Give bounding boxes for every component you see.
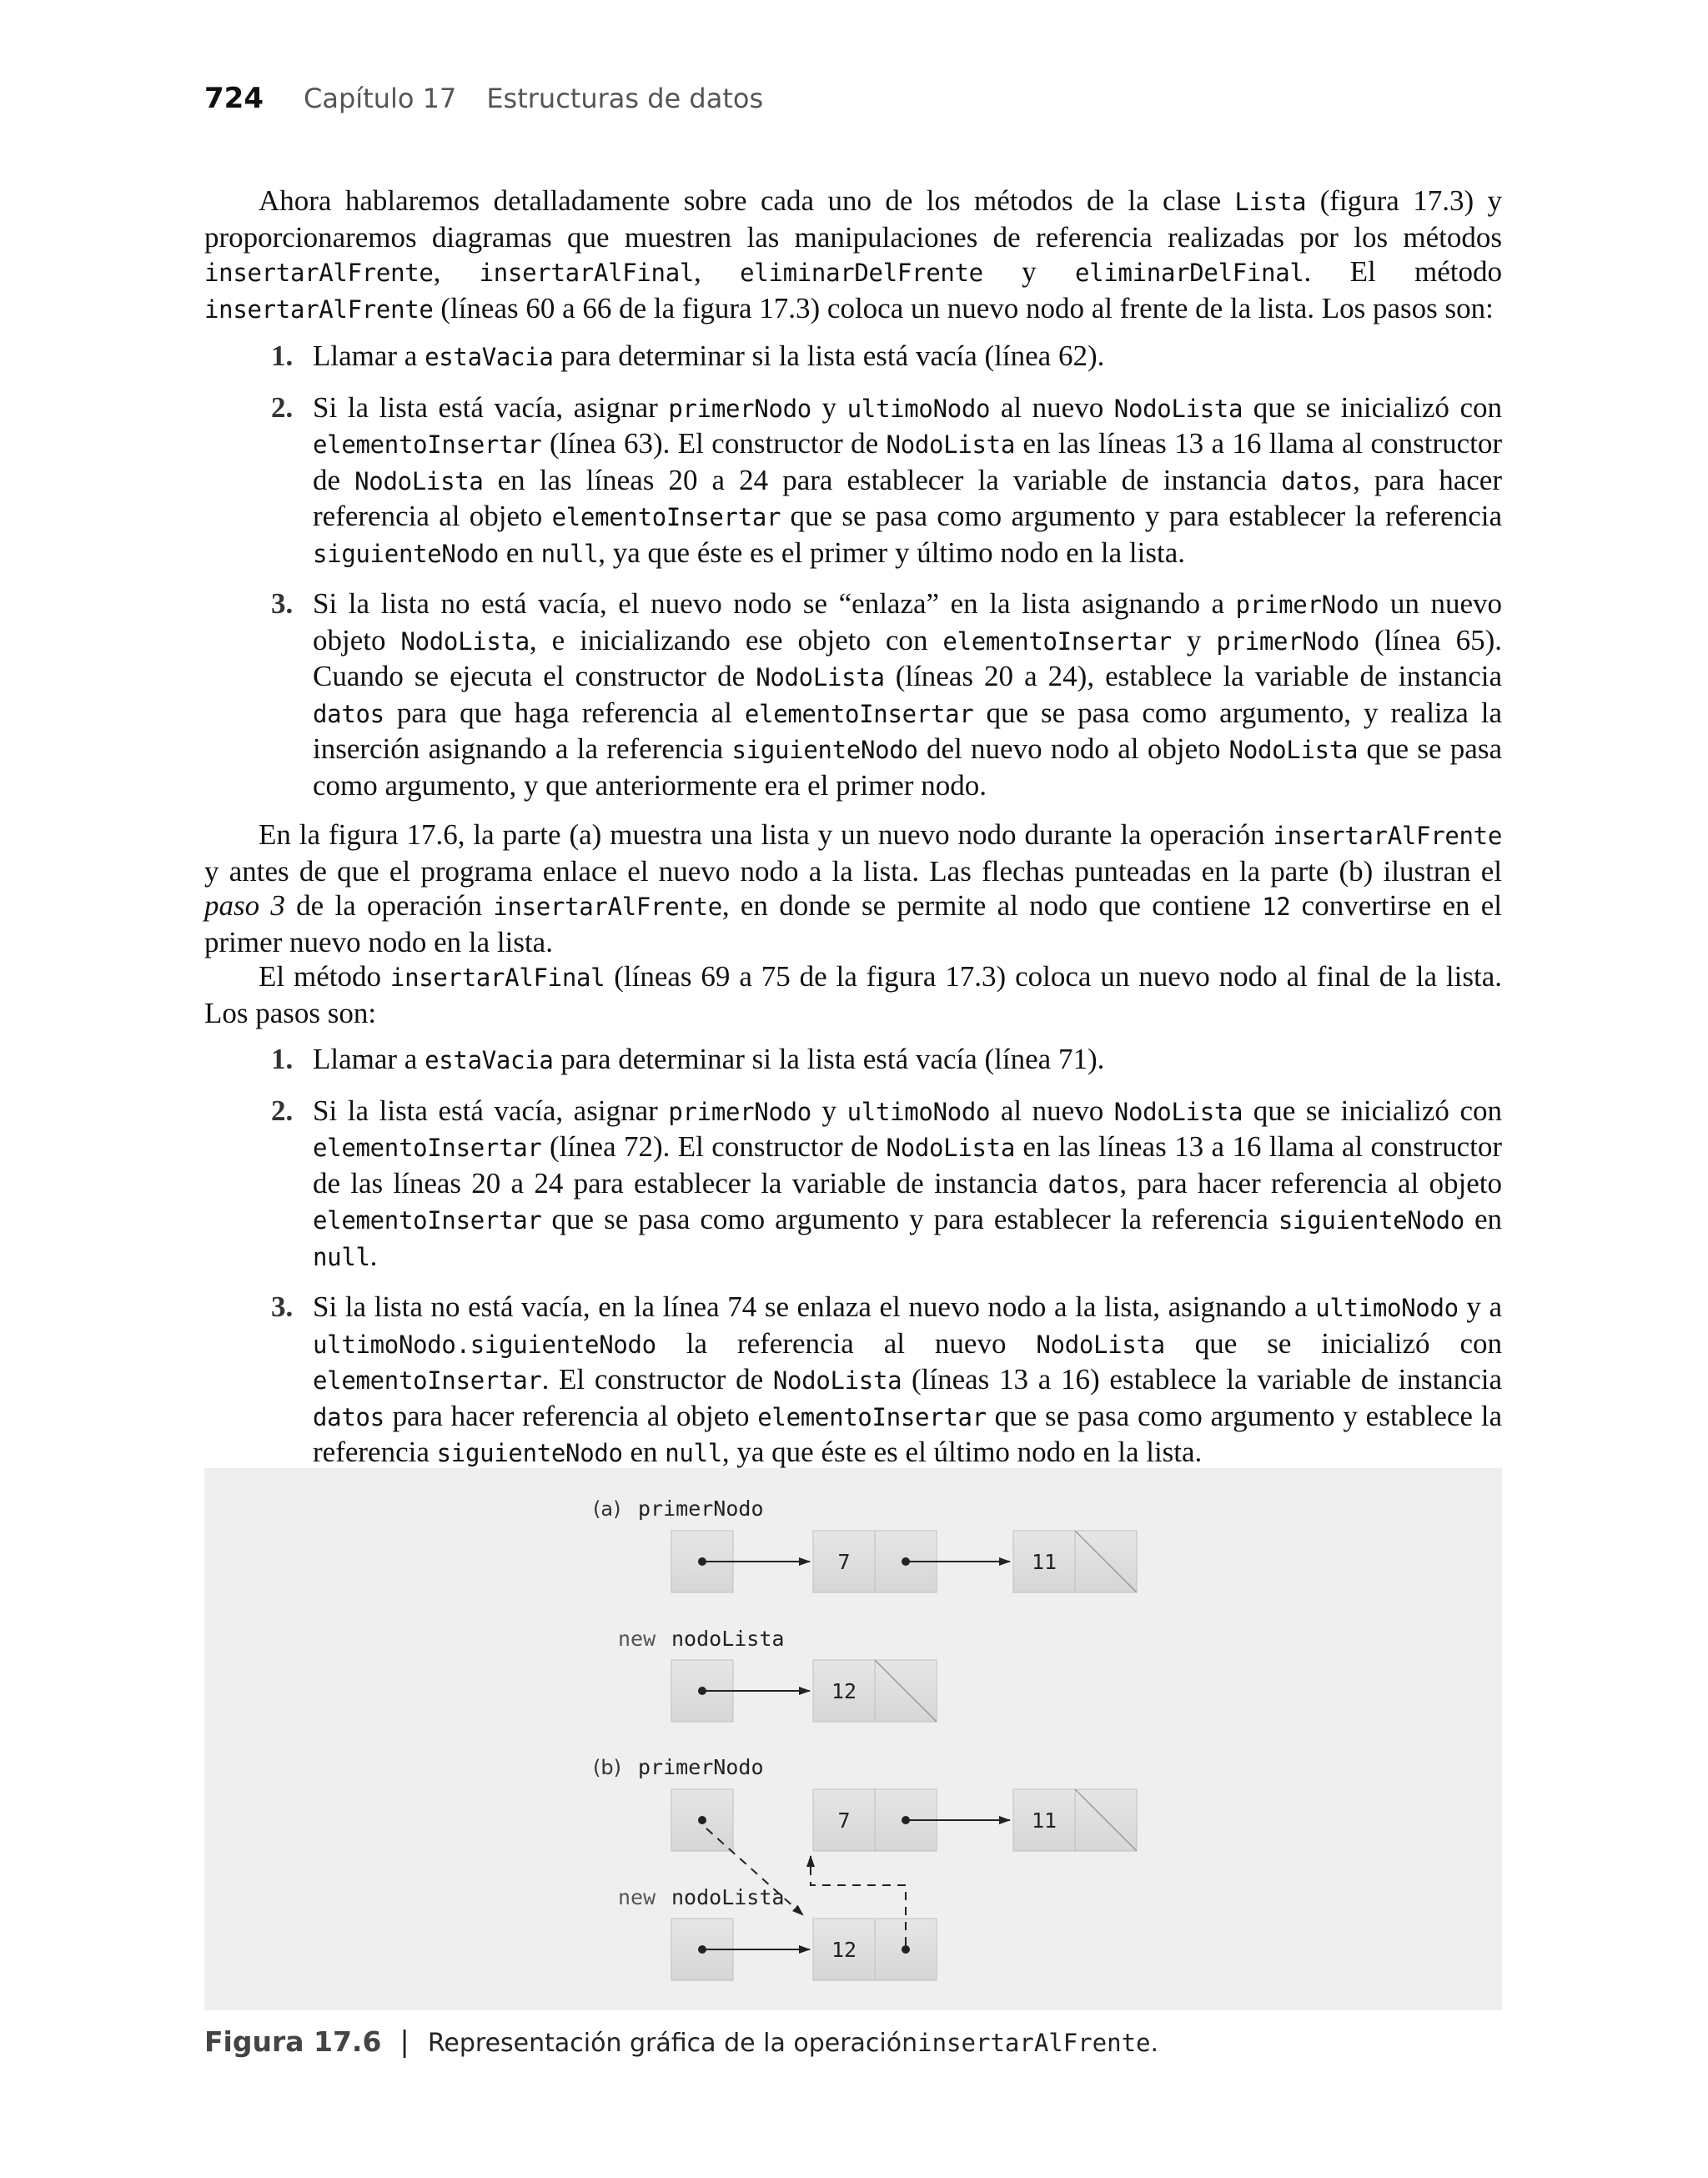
chapter-title: Estructuras de datos — [486, 83, 764, 114]
caption-separator: | — [399, 2025, 409, 2059]
steps-insertar-al-final — [204, 1042, 1502, 1471]
figure-explanation-paragraph: En la figura 17.6, la parte (a) muestra una lista y un nuevo nodo durante la operación insertarAlFrente y antes de que el programa enlace el nuevo nodo a la lista. Las flechas punteadas en la parte (b) ilustran el paso 3 de la operación insertarAlFrente, en donde se permite al nodo que contiene 12 convertirse en el primer nuevo nodo en la lista. — [204, 818, 1503, 958]
node-value-11-b: 11 — [1031, 1808, 1057, 1833]
list-item: 3. Si la lista no está vacía, el nuevo nodo se “enlaza” en la lista asignando a primerNodo un nuevo objeto NodoLista, e inicializando ese objeto con elementoInsertar y primerNodo (línea 65). Cuando se ejecuta el constructor de NodoLista (líneas 20 a 24), establece la variable de instancia datos para que haga referencia al elementoInsertar que se pasa como argumento, y realiza la inserción asignando a la referencia siguienteNodo del nuevo nodo al objeto NodoLista que se pasa como argumento, y que anteriormente era el primer nodo. — [271, 587, 1503, 802]
caption-end: . — [1150, 2029, 1159, 2058]
part-a-label: (a) — [593, 1497, 621, 1521]
linked-list-diagram — [204, 1468, 1502, 2010]
page-number: 724 — [204, 82, 264, 115]
figure-17-6 — [204, 1468, 1502, 2010]
node-value-7: 7 — [837, 1550, 851, 1574]
reference-dot — [698, 1816, 706, 1824]
part-a-variable: primerNodo — [638, 1496, 764, 1521]
node-value-12: 12 — [831, 1679, 857, 1703]
steps-insertar-al-frente — [204, 339, 1502, 802]
list-item: 2. Si la lista está vacía, asignar primerNodo y ultimoNodo al nuevo NodoLista que se inicializó con elementoInsertar (línea 72). El constructor de NodoLista en las líneas 13 a 16 llama al constructor de las líneas 20 a 24 para establecer la variable de instancia datos, para hacer referencia al objeto elementoInsertar que se pasa como argumento y para establecer la referencia siguienteNodo en null. — [271, 1094, 1503, 1272]
insertar-al-final-paragraph: El método insertarAlFinal (líneas 69 a 75 de la figura 17.3) coloca un nuevo nodo al final de la lista. Los pasos son: — [204, 960, 1502, 1029]
intro-paragraph: Ahora hablaremos detalladamente sobre cada uno de los métodos de la clase Lista (figura 17.3) y proporcionaremos diagramas que muestren las manipulaciones de referencia realizadas por los métodos insertarAlFrente, insertarAlFinal, eliminarDelFrente y eliminarDelFinal. El método insertarAlFrente (líneas 60 a 66 de la figura 17.3) coloca un nuevo nodo al frente de la lista. Los pasos son: — [204, 184, 1503, 324]
caption-code: insertarAlFrente — [917, 2029, 1151, 2057]
node-value-11: 11 — [1031, 1550, 1057, 1574]
new-node-variable-b: nodoLista — [671, 1885, 785, 1909]
chapter-label: Capítulo 17 — [303, 83, 457, 114]
part-b-label: (b) — [593, 1756, 621, 1779]
list-item: 1. Llamar a estaVacia para determinar si la lista está vacía (línea 62). — [271, 340, 1105, 372]
running-header — [204, 82, 763, 118]
body-text — [204, 184, 1502, 1486]
new-node-variable-a: nodoLista — [671, 1627, 785, 1651]
caption-text: Representación gráfica de la operación — [427, 2029, 918, 2058]
node-value-12-b: 12 — [831, 1938, 857, 1962]
new-keyword-a: new — [618, 1627, 656, 1651]
figure-caption — [204, 2025, 1502, 2067]
reference-dot — [902, 1945, 910, 1954]
list-item: 1. Llamar a estaVacia para determinar si la lista está vacía (línea 71). — [271, 1043, 1105, 1075]
new-keyword-b: new — [618, 1885, 656, 1909]
part-b-variable: primerNodo — [638, 1755, 764, 1779]
node-value-7-b: 7 — [837, 1808, 851, 1833]
caption-label: Figura 17.6 — [204, 2025, 382, 2058]
list-item: 2. Si la lista está vacía, asignar primerNodo y ultimoNodo al nuevo NodoLista que se inicializó con elementoInsertar (línea 63). El constructor de NodoLista en las líneas 13 a 16 llama al constructor de NodoLista en las líneas 20 a 24 para establecer la variable de instancia datos, para hacer referencia al objeto elementoInsertar que se pasa como argumento y para establecer la referencia siguienteNodo en null, ya que éste es el primer y último nodo en la lista. — [271, 390, 1503, 569]
list-item: 3. Si la lista no está vacía, en la línea 74 se enlaza el nuevo nodo a la lista, asignando a ultimoNodo y a ultimoNodo.siguienteNodo la referencia al nuevo NodoLista que se inicializó con elementoInsertar. El constructor de NodoLista (líneas 13 a 16) establece la variable de instancia datos para hacer referencia al objeto elementoInsertar que se pasa como argumento y establece la referencia siguienteNodo en null, ya que éste es el último nodo en la lista. — [271, 1290, 1503, 1468]
